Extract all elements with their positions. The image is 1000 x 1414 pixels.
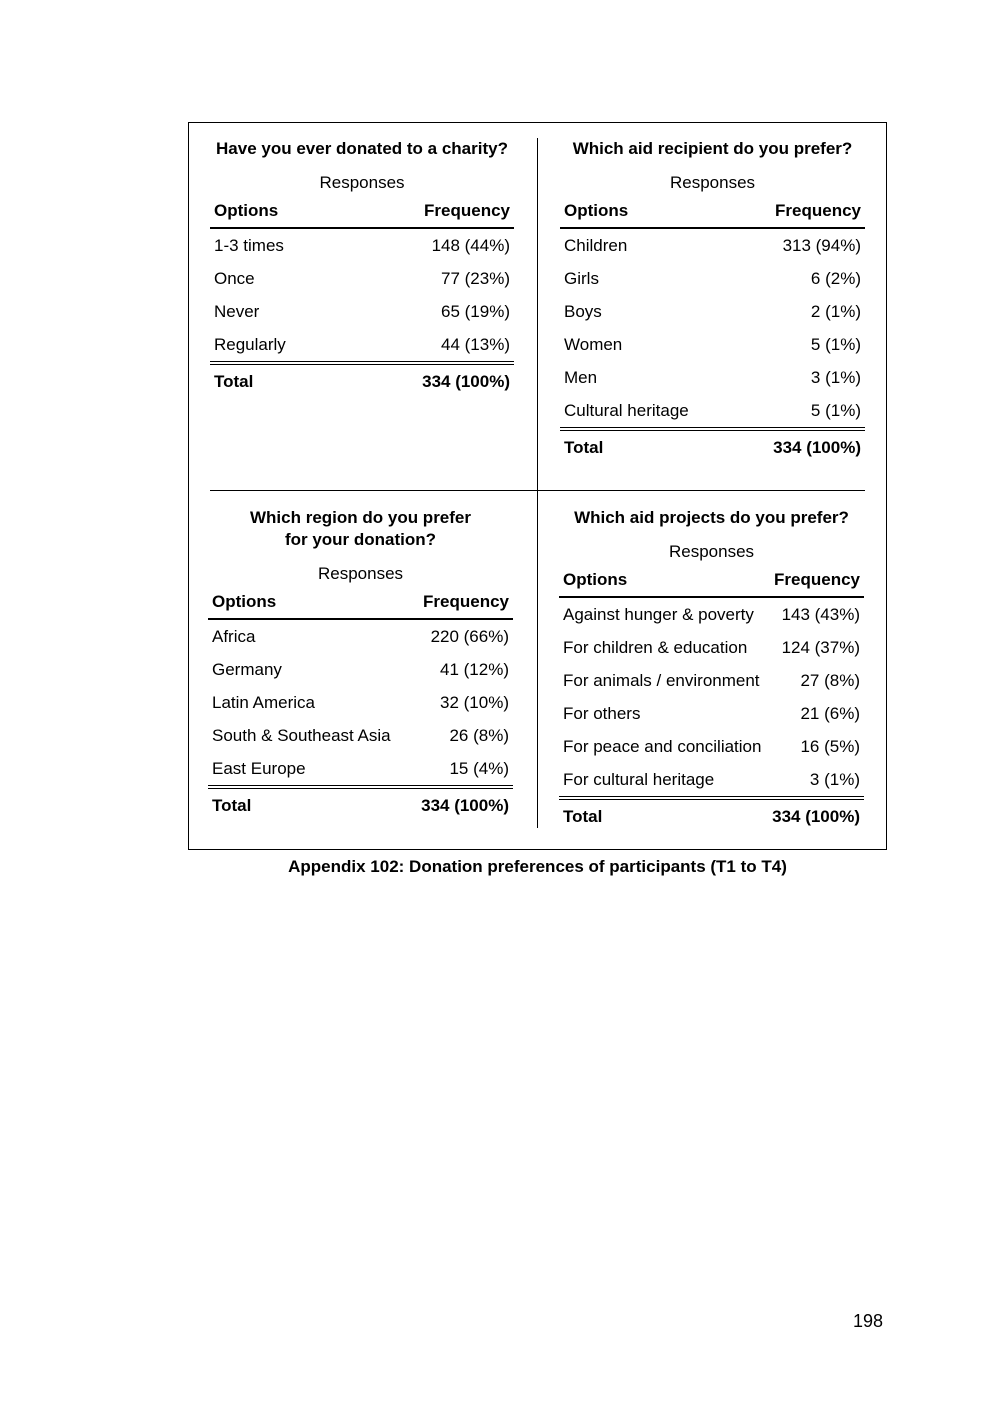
frequency-cell: 3 (1%) (767, 763, 864, 798)
table-row (210, 228, 514, 262)
option-cell: For cultural heritage (559, 763, 767, 798)
table-row (210, 295, 514, 328)
option-cell: Men (564, 367, 598, 387)
frequency-cell: 16 (5%) (800, 736, 860, 756)
frequency-cell: 313 (94%) (782, 235, 861, 255)
option-cell: For peace and conciliation (563, 736, 762, 756)
option-cell: South & Southeast Asia (212, 725, 391, 745)
question-title-line2: for your donation? (284, 530, 437, 549)
frequency-cell: 44 (13%) (348, 328, 514, 363)
panel-donated-charity (210, 138, 514, 398)
table-row (560, 361, 865, 394)
frequency-cell: 5 (1%) (810, 334, 861, 354)
table-row (210, 262, 514, 295)
table-row (559, 597, 864, 631)
panel-region (208, 507, 513, 822)
total-value: 334 (100%) (422, 371, 510, 391)
frequency-cell: 41 (12%) (440, 659, 509, 679)
question-title: Which aid projects do you prefer? (574, 508, 849, 527)
table-header-row (560, 194, 865, 228)
frequency-cell: 15 (4%) (409, 752, 513, 787)
option-cell: Cultural heritage (560, 394, 737, 429)
option-cell: 1-3 times (214, 235, 284, 255)
option-cell: Germany (212, 659, 282, 679)
total-value: 334 (100%) (421, 795, 509, 815)
responses-label: Responses (319, 173, 405, 192)
total-row (560, 429, 865, 464)
panel-aid-projects (559, 507, 864, 833)
table-row (210, 328, 514, 363)
vertical-divider (537, 138, 538, 828)
total-value: 334 (100%) (773, 437, 861, 457)
table-row (559, 664, 864, 697)
responses-label: Responses (317, 564, 404, 583)
column-header-options: Options (559, 563, 767, 597)
figure-caption: Appendix 102: Donation preferences of participants (T1 to T4) (288, 857, 787, 876)
table-row (560, 394, 865, 429)
option-cell: Girls (564, 268, 599, 288)
table-row (560, 295, 865, 328)
page-number: 198 (853, 1311, 884, 1331)
table-row (560, 262, 865, 295)
column-header-options: Options (560, 194, 737, 228)
question-title-line1: Which region do you prefer (249, 508, 471, 527)
frequency-cell: 32 (10%) (440, 692, 509, 712)
frequency-cell: 124 (37%) (781, 637, 860, 657)
frequency-cell: 148 (44%) (431, 235, 510, 255)
option-cell: Africa (212, 626, 256, 646)
horizontal-divider (210, 490, 865, 491)
column-header-frequency: Frequency (767, 563, 864, 597)
column-header-options: Options (208, 585, 409, 619)
column-header-frequency: Frequency (348, 194, 514, 228)
column-header-options: Options (210, 194, 348, 228)
frequency-table (560, 194, 865, 464)
frequency-table (208, 585, 513, 822)
responses-label: Responses (668, 542, 755, 561)
table-row (559, 631, 864, 664)
option-cell: Women (564, 334, 623, 354)
frequency-cell: 3 (1%) (810, 367, 861, 387)
table-header-row (208, 585, 513, 619)
question-title: Which aid recipient do you prefer? (572, 139, 853, 158)
total-label: Total (564, 437, 604, 457)
table-row (560, 228, 865, 262)
option-cell: Once (214, 268, 255, 288)
table-row (559, 697, 864, 730)
table-row (208, 619, 513, 653)
frequency-cell: 77 (23%) (441, 268, 510, 288)
frequency-cell: 5 (1%) (737, 394, 865, 429)
option-cell: For others (563, 703, 641, 723)
frequency-cell: 26 (8%) (449, 725, 509, 745)
option-cell: Against hunger & poverty (563, 604, 754, 624)
total-label: Total (214, 371, 254, 391)
frequency-cell: 2 (1%) (810, 301, 861, 321)
column-header-frequency: Frequency (737, 194, 865, 228)
option-cell: Children (564, 235, 628, 255)
frequency-table (559, 563, 864, 833)
column-header-frequency: Frequency (409, 585, 513, 619)
total-value: 334 (100%) (772, 806, 860, 826)
table-row (208, 686, 513, 719)
table-row (559, 763, 864, 798)
frequency-cell: 65 (19%) (441, 301, 510, 321)
frequency-cell: 21 (6%) (800, 703, 860, 723)
table-header-row (559, 563, 864, 597)
frequency-cell: 27 (8%) (800, 670, 860, 690)
option-cell: For children & education (563, 637, 748, 657)
responses-label: Responses (669, 173, 756, 192)
total-row (210, 363, 514, 398)
option-cell: Latin America (212, 692, 315, 712)
table-row (560, 328, 865, 361)
option-cell: Never (214, 301, 260, 321)
option-cell: Boys (564, 301, 602, 321)
option-cell: For animals / environment (563, 670, 760, 690)
table-row (208, 719, 513, 752)
frequency-cell: 143 (43%) (781, 604, 860, 624)
frequency-table (210, 194, 514, 398)
table-row (208, 752, 513, 787)
option-cell: Regularly (210, 328, 348, 363)
table-row (559, 730, 864, 763)
total-row (559, 798, 864, 833)
total-label: Total (212, 795, 252, 815)
total-label: Total (563, 806, 603, 826)
table-header-row (210, 194, 514, 228)
total-row (208, 787, 513, 822)
frequency-cell: 220 (66%) (430, 626, 509, 646)
frequency-cell: 6 (2%) (810, 268, 861, 288)
question-title: Have you ever donated to a charity? (216, 139, 508, 158)
table-row (208, 653, 513, 686)
option-cell: East Europe (208, 752, 409, 787)
panel-aid-recipient (560, 138, 865, 464)
